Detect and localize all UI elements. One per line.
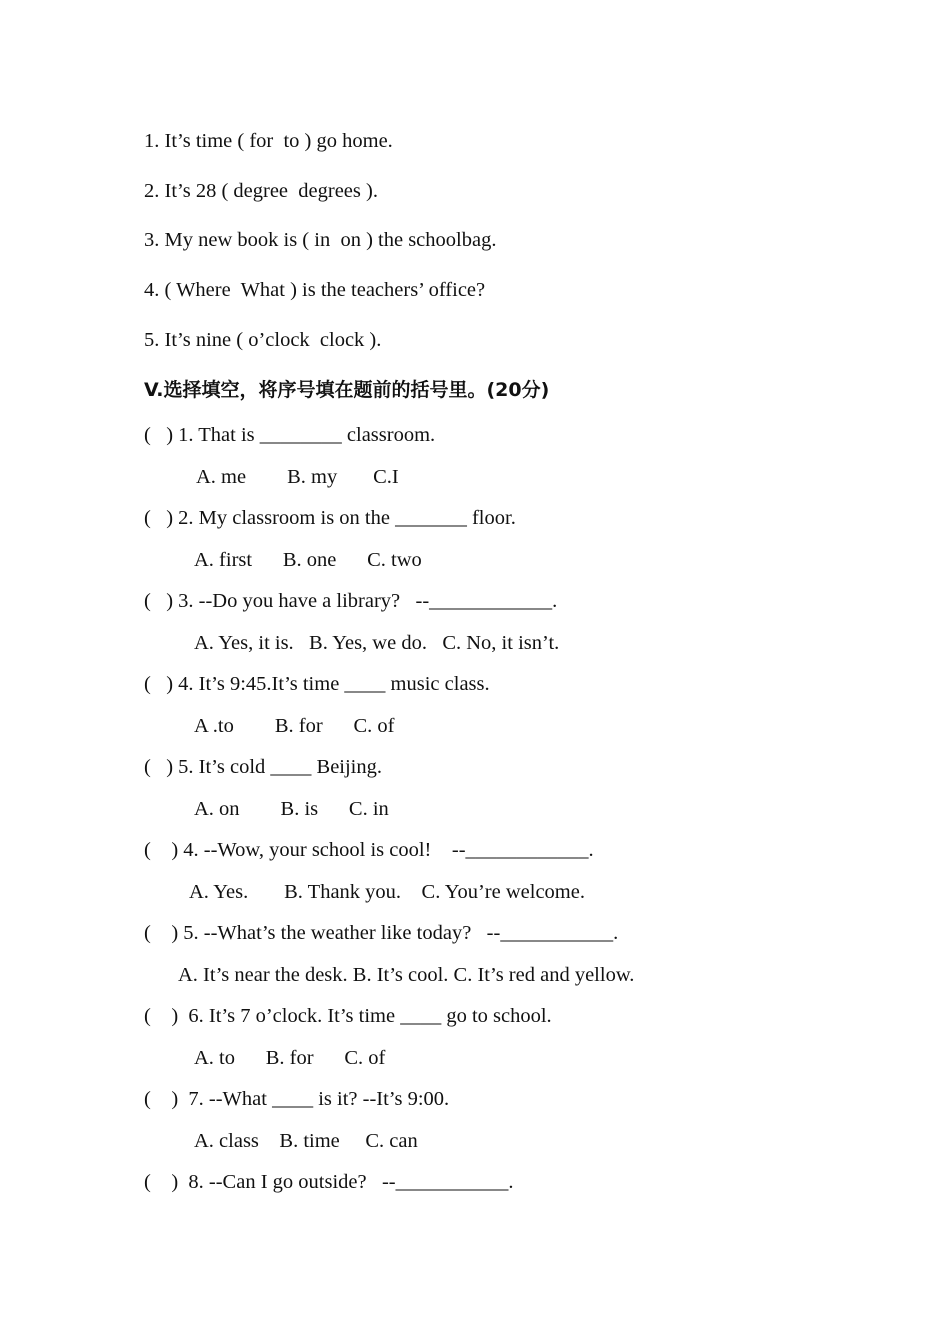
question-7: ( ) 7. --What ____ is it? --It’s 9:00. <box>144 1088 450 1110</box>
question-8: ( ) 8. --Can I go outside? --___________. <box>144 1171 514 1193</box>
options-4: A .to B. for C. of <box>194 715 395 737</box>
fill-item-3: 3. My new book is ( in on ) the schoolbag. <box>144 229 497 251</box>
question-2: ( ) 2. My classroom is on the _______ floor. <box>144 507 516 529</box>
question-4b: ( ) 4. --Wow, your school is cool! --____________. <box>144 839 594 861</box>
options-7: A. class B. time C. can <box>194 1130 418 1152</box>
question-5b: ( ) 5. --What’s the weather like today? --___________. <box>144 922 619 944</box>
fill-item-1: 1. It’s time ( for to ) go home. <box>144 130 393 152</box>
options-2: A. first B. one C. two <box>194 549 422 571</box>
fill-item-4: 4. ( Where What ) is the teachers’ office? <box>144 279 486 301</box>
options-5b: A. It’s near the desk. B. It’s cool. C. It’s red and yellow. <box>178 964 635 986</box>
question-1: ( ) 1. That is ________ classroom. <box>144 424 436 446</box>
options-6: A. to B. for C. of <box>194 1047 386 1069</box>
question-3: ( ) 3. --Do you have a library? --____________. <box>144 590 558 612</box>
fill-item-2: 2. It’s 28 ( degree degrees ). <box>144 180 378 202</box>
question-4: ( ) 4. It’s 9:45.It’s time ____ music class. <box>144 673 490 695</box>
options-1: A. me B. my C.I <box>196 466 399 488</box>
options-4b: A. Yes. B. Thank you. C. You’re welcome. <box>189 881 585 903</box>
options-3: A. Yes, it is. B. Yes, we do. C. No, it isn’t. <box>194 632 560 654</box>
section-v-heading: V.选择填空，将序号填在题前的括号里。(20分) <box>144 379 550 401</box>
fill-item-5: 5. It’s nine ( o’clock clock ). <box>144 329 382 351</box>
options-5: A. on B. is C. in <box>194 798 389 820</box>
question-5: ( ) 5. It’s cold ____ Beijing. <box>144 756 383 778</box>
question-6: ( ) 6. It’s 7 o’clock. It’s time ____ go to school. <box>144 1005 552 1027</box>
